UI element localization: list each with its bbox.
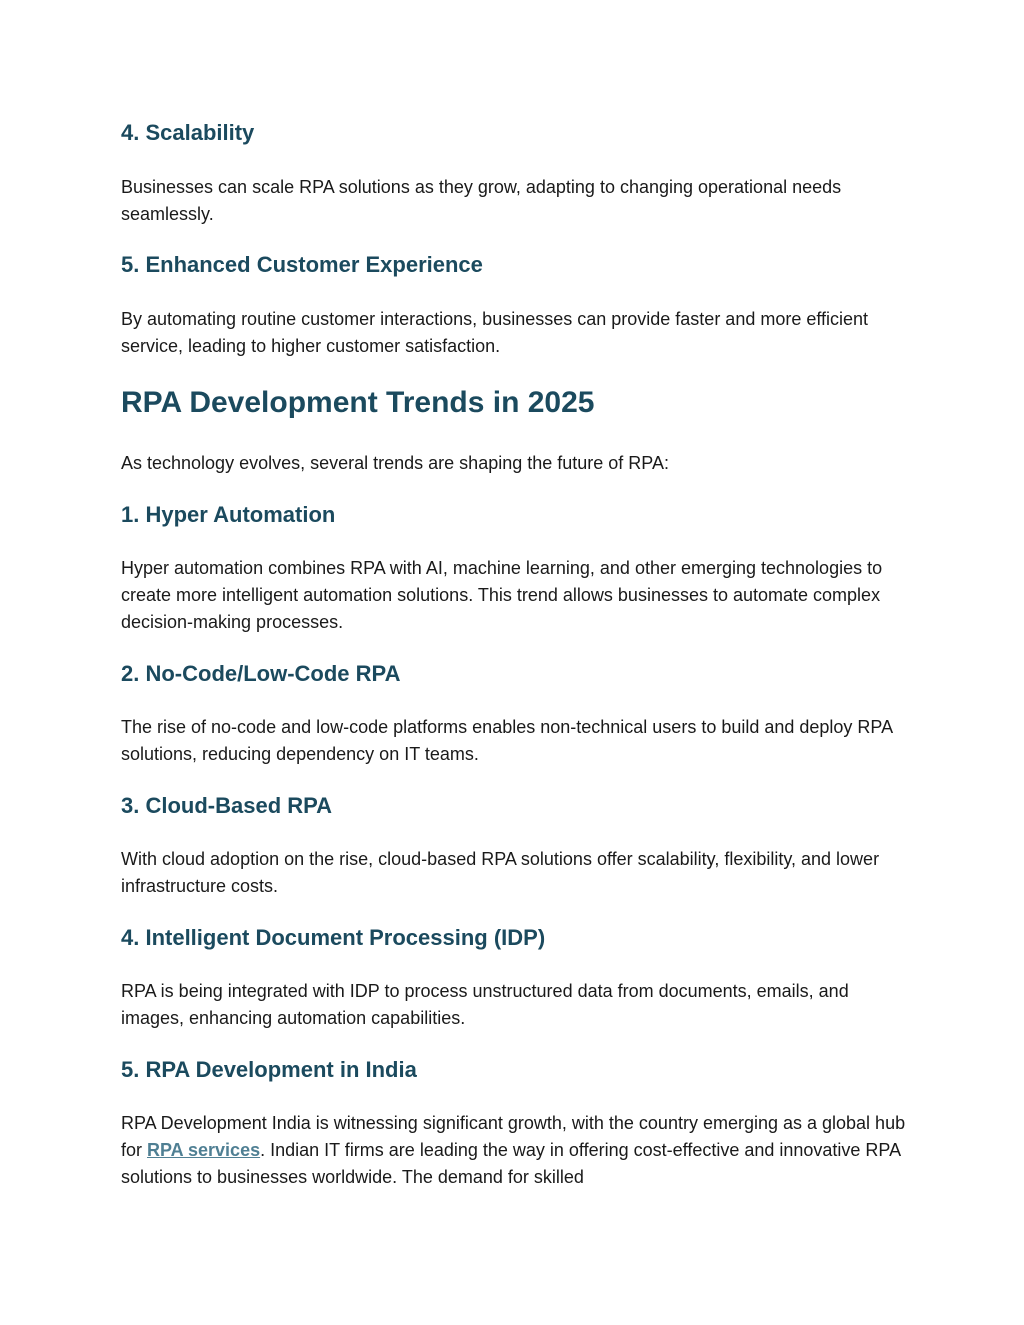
paragraph-no-code: The rise of no-code and low-code platforms enables non-technical users to build and deploy RPA solutions, reducing dependency on IT teams.	[121, 717, 893, 764]
paragraph-cloud: With cloud adoption on the rise, cloud-based RPA solutions offer scalability, flexibility, and lower infrastructure costs.	[121, 849, 880, 896]
paragraph-india-text-before: RPA Development India is witnessing significant growth, with the country emerging as a global hub for	[121, 1113, 906, 1160]
heading-idp: 4. Intelligent Document Processing (IDP)	[121, 925, 546, 950]
heading-scalability: 4. Scalability	[121, 120, 255, 145]
heading-customer-experience: 5. Enhanced Customer Experience	[121, 252, 483, 277]
rpa-services-link[interactable]: RPA services	[147, 1140, 261, 1160]
heading-trends: RPA Development Trends in 2025	[121, 386, 595, 419]
paragraph-trends-intro: As technology evolves, several trends are shaping the future of RPA:	[121, 453, 669, 473]
paragraph-idp: RPA is being integrated with IDP to process unstructured data from documents, emails, and images, enhancing automation capabilities.	[121, 981, 849, 1028]
heading-hyper-automation: 1. Hyper Automation	[121, 502, 336, 527]
paragraph-india-text-after: . Indian IT firms are leading the way in offering cost-effective and innovative RPA solutions to businesses worldwide. The demand for skilled	[121, 1140, 901, 1187]
paragraph-customer-experience: By automating routine customer interactions, businesses can provide faster and more efficient service, leading to higher customer satisfaction.	[121, 309, 869, 356]
paragraph-india	[121, 1110, 911, 1191]
heading-india: 5. RPA Development in India	[121, 1057, 417, 1082]
paragraph-scalability: Businesses can scale RPA solutions as they grow, adapting to changing operational needs seamlessly.	[121, 177, 842, 224]
heading-cloud: 3. Cloud-Based RPA	[121, 793, 333, 818]
paragraph-hyper-automation: Hyper automation combines RPA with AI, machine learning, and other emerging technologies to create more intelligent automation solutions. This trend allows businesses to automate complex decision-making processes.	[121, 558, 883, 632]
heading-no-code: 2. No-Code/Low-Code RPA	[121, 661, 401, 686]
